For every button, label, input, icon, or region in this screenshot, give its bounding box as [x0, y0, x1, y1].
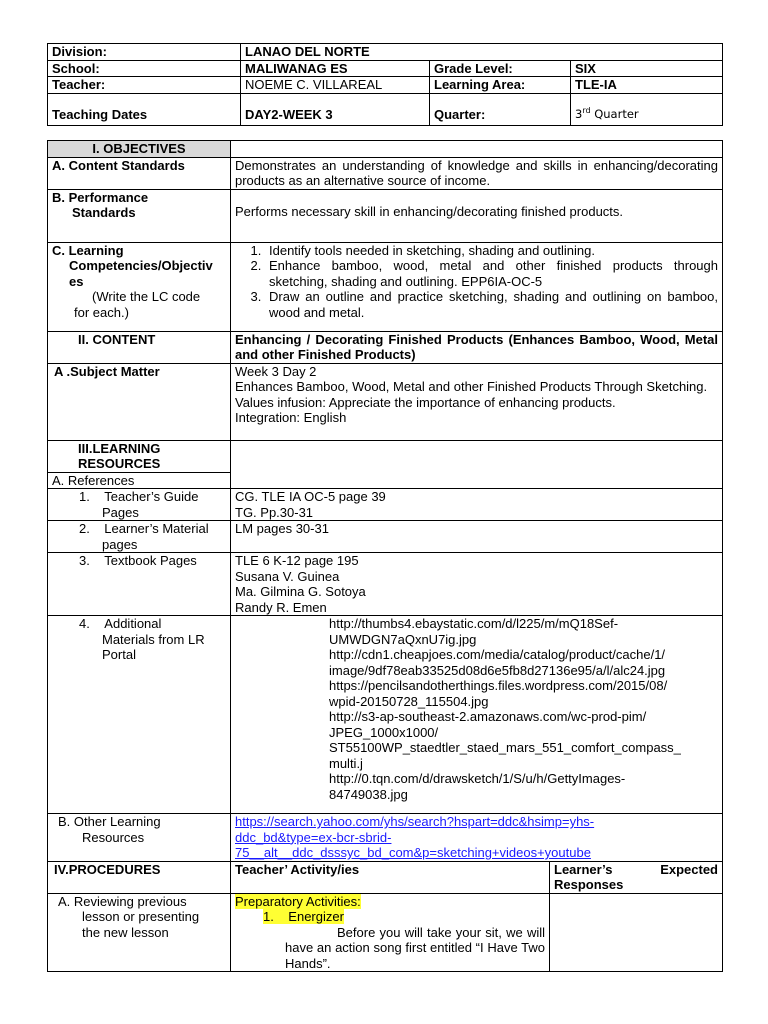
competencies-list	[235, 243, 718, 321]
competency-item: 3. Draw an outline and practice sketching, shading and outlining on bamboo, wood and metal.	[265, 289, 718, 320]
resources-heading	[48, 440, 231, 472]
additional-materials-line: Portal	[102, 647, 136, 662]
grade-value: SIX	[571, 60, 723, 77]
resources-heading-blank	[231, 440, 723, 489]
learners-material-title: Learner’s Material	[104, 521, 209, 536]
learner-responses-heading	[550, 861, 723, 893]
school-value: MALIWANAG ES	[241, 60, 430, 77]
learner-heading-word: Learner’s	[554, 861, 613, 877]
competencies-label-line: C. Learning	[52, 242, 124, 258]
textbook-cell	[231, 553, 723, 616]
material-url-line: wpid-20150728_115504.jpg	[329, 693, 489, 709]
learners-material-label	[48, 521, 231, 553]
lesson-plan-table	[47, 140, 723, 972]
grade-label: Grade Level:	[430, 60, 571, 77]
competencies-label-line: for each.)	[74, 304, 129, 320]
additional-materials-number: 4.	[79, 616, 90, 631]
quarter-label: Quarter:	[430, 93, 571, 125]
textbook-author: Ma. Gilmina G. Sotoya	[235, 584, 366, 599]
textbook-line	[52, 553, 226, 569]
material-url-line: http://0.tqn.com/d/drawsketch/1/S/u/h/GettyImages-	[329, 771, 626, 786]
material-url-line: image/9df78eab33525d08d6e5fb8d27136e95/a/l/alc24.jpg	[329, 662, 666, 678]
material-url-line: 84749038.jpg	[329, 786, 408, 802]
subject-line: Values infusion: Appreciate the importance of enhancing products.	[235, 394, 616, 410]
textbook-author: Randy R. Emen	[235, 599, 327, 615]
content-standards-text: Demonstrates an understanding of knowledge and skills in enhancing/decorating products as an alternative source of income.	[231, 157, 723, 189]
subject-line: Week 3 Day 2	[235, 363, 317, 379]
resources-heading-line: RESOURCES	[78, 456, 161, 471]
learner-heading-row	[554, 862, 718, 878]
teacher-value: NOEME C. VILLAREAL	[241, 77, 430, 94]
other-resources-link[interactable]	[235, 814, 718, 861]
material-url-line: UMWDGN7aQxnU7ig.jpg	[329, 631, 477, 647]
quarter-number: 3	[575, 107, 583, 121]
resources-heading-line: III.LEARNING	[78, 440, 161, 456]
teachers-guide-number: 1.	[79, 489, 90, 504]
objectives-heading-blank	[231, 141, 723, 158]
dates-value: DAY2-WEEK 3	[241, 93, 430, 125]
teacher-label: Teacher:	[48, 77, 241, 94]
teachers-guide-ref: CG. TLE IA OC-5 page 39	[235, 489, 386, 504]
additional-materials-line	[52, 616, 226, 632]
additional-materials-cell	[231, 616, 723, 814]
review-teacher-activity	[231, 893, 550, 972]
additional-materials-title: Additional	[104, 616, 162, 631]
teachers-guide-label	[48, 489, 231, 521]
quarter-suffix: rd	[582, 106, 591, 116]
procedures-heading: IV.PROCEDURES	[48, 861, 231, 893]
competency-item: 1. Identify tools needed in sketching, shading and outlining.	[265, 243, 718, 259]
textbook-label	[48, 553, 231, 616]
review-label-line: A. Reviewing previous	[58, 893, 187, 909]
review-label-line: lesson or presenting	[82, 909, 200, 924]
teachers-guide-title: Teacher’s Guide	[104, 489, 199, 504]
school-label: School:	[48, 60, 241, 77]
content-heading: II. CONTENT	[48, 331, 231, 363]
teachers-guide-line: Pages	[102, 504, 139, 520]
other-resources-label	[48, 814, 231, 862]
material-url-line: http://cdn1.cheapjoes.com/media/catalog/product/cache/1/	[329, 647, 666, 662]
material-url-line: http://s3-ap-southeast-2.amazonaws.com/wc-prod-pim/	[329, 709, 647, 724]
review-learner-responses	[550, 893, 723, 972]
review-label-line: the new lesson	[82, 924, 169, 940]
performance-standards-label	[48, 189, 231, 242]
division-value: LANAO DEL NORTE	[241, 44, 723, 61]
quarter-word: Quarter	[590, 107, 639, 121]
subject-line: Integration: English	[235, 410, 347, 425]
textbook-author: Susana V. Guinea	[235, 568, 340, 584]
energizer-title: Energizer	[288, 909, 344, 924]
additional-materials-label	[48, 616, 231, 814]
teacher-activity-heading: Teacher’ Activity/ies	[231, 861, 550, 893]
performance-standards-text: Performs necessary skill in enhancing/decorating finished products.	[231, 189, 723, 242]
teachers-guide-ref: TG. Pp.30-31	[235, 504, 314, 520]
header-table	[47, 43, 723, 126]
area-label: Learning Area:	[430, 77, 571, 94]
subject-matter-cell	[231, 363, 723, 440]
review-label	[48, 893, 231, 972]
other-resources-line: Resources	[82, 829, 145, 845]
energizer-text: Before you will take your sit, we will have an action song first entitled “I Have Two Hands”.	[285, 924, 545, 971]
dates-label: Teaching Dates	[48, 93, 241, 125]
teachers-guide-cell	[231, 489, 723, 521]
references-label: A. References	[48, 472, 231, 489]
energizer-line	[235, 909, 545, 925]
competencies-label-line: (Write the LC code	[92, 289, 201, 304]
material-url-line: ST55100WP_staedtler_staed_mars_551_comfort_compass_	[329, 740, 681, 755]
competencies-label-line: es	[69, 273, 84, 289]
competencies-list-cell	[231, 242, 723, 331]
performance-label-line: B. Performance	[52, 189, 149, 205]
learner-heading-line: Responses	[554, 877, 624, 892]
link-line[interactable]: 75__alt__ddc_dsssyc_bd_com&p=sketching+videos+youtube	[235, 845, 591, 860]
quarter-value	[571, 93, 723, 125]
learners-material-line	[52, 521, 226, 537]
learners-material-cell: LM pages 30-31	[231, 521, 723, 553]
textbook-number: 3.	[79, 553, 90, 568]
textbook-title: Textbook Pages	[104, 553, 197, 568]
energizer-highlight	[263, 909, 344, 924]
teachers-guide-line	[52, 489, 226, 505]
link-line[interactable]: ddc_bd&type=ex-bcr-sbrid-	[235, 829, 392, 845]
energizer-number: 1.	[263, 909, 274, 924]
material-url-line: https://pencilsandotherthings.files.wordpress.com/2015/08/	[329, 678, 668, 693]
objectives-heading: I. OBJECTIVES	[48, 141, 231, 158]
competencies-label-line: Competencies/Objectiv	[69, 258, 213, 273]
link-line[interactable]: https://search.yahoo.com/yhs/search?hspart=ddc&hsimp=yhs-	[235, 814, 595, 829]
other-resources-line: B. Other Learning	[58, 814, 161, 829]
performance-label-line: Standards	[72, 205, 136, 220]
learner-heading-word: Expected	[660, 861, 718, 877]
content-standards-label: A. Content Standards	[48, 157, 231, 189]
competencies-label	[48, 242, 231, 331]
content-text: Enhancing / Decorating Finished Products (Enhances Bamboo, Wood, Metal and other Finished Products)	[231, 331, 723, 363]
division-label: Division:	[48, 44, 241, 61]
material-url-line: JPEG_1000x1000/	[329, 724, 439, 740]
preparatory-activities-label: Preparatory Activities:	[235, 893, 361, 909]
additional-materials-line: Materials from LR	[102, 631, 205, 647]
textbook-ref: TLE 6 K-12 page 195	[235, 553, 359, 568]
material-url-line: http://thumbs4.ebaystatic.com/d/l225/m/mQ18Sef-	[329, 616, 619, 631]
learners-material-line: pages	[102, 536, 138, 552]
other-resources-cell	[231, 814, 723, 862]
area-value: TLE-IA	[571, 77, 723, 94]
learners-material-number: 2.	[79, 521, 90, 536]
material-url-line: multi.j	[329, 755, 363, 771]
subject-matter-label: A .Subject Matter	[48, 363, 231, 440]
competency-item: 2. Enhance bamboo, wood, metal and other finished products through sketching, shading and outlining. EPP6IA-OC-5	[265, 258, 718, 289]
subject-line: Enhances Bamboo, Wood, Metal and other Finished Products Through Sketching.	[235, 379, 708, 394]
